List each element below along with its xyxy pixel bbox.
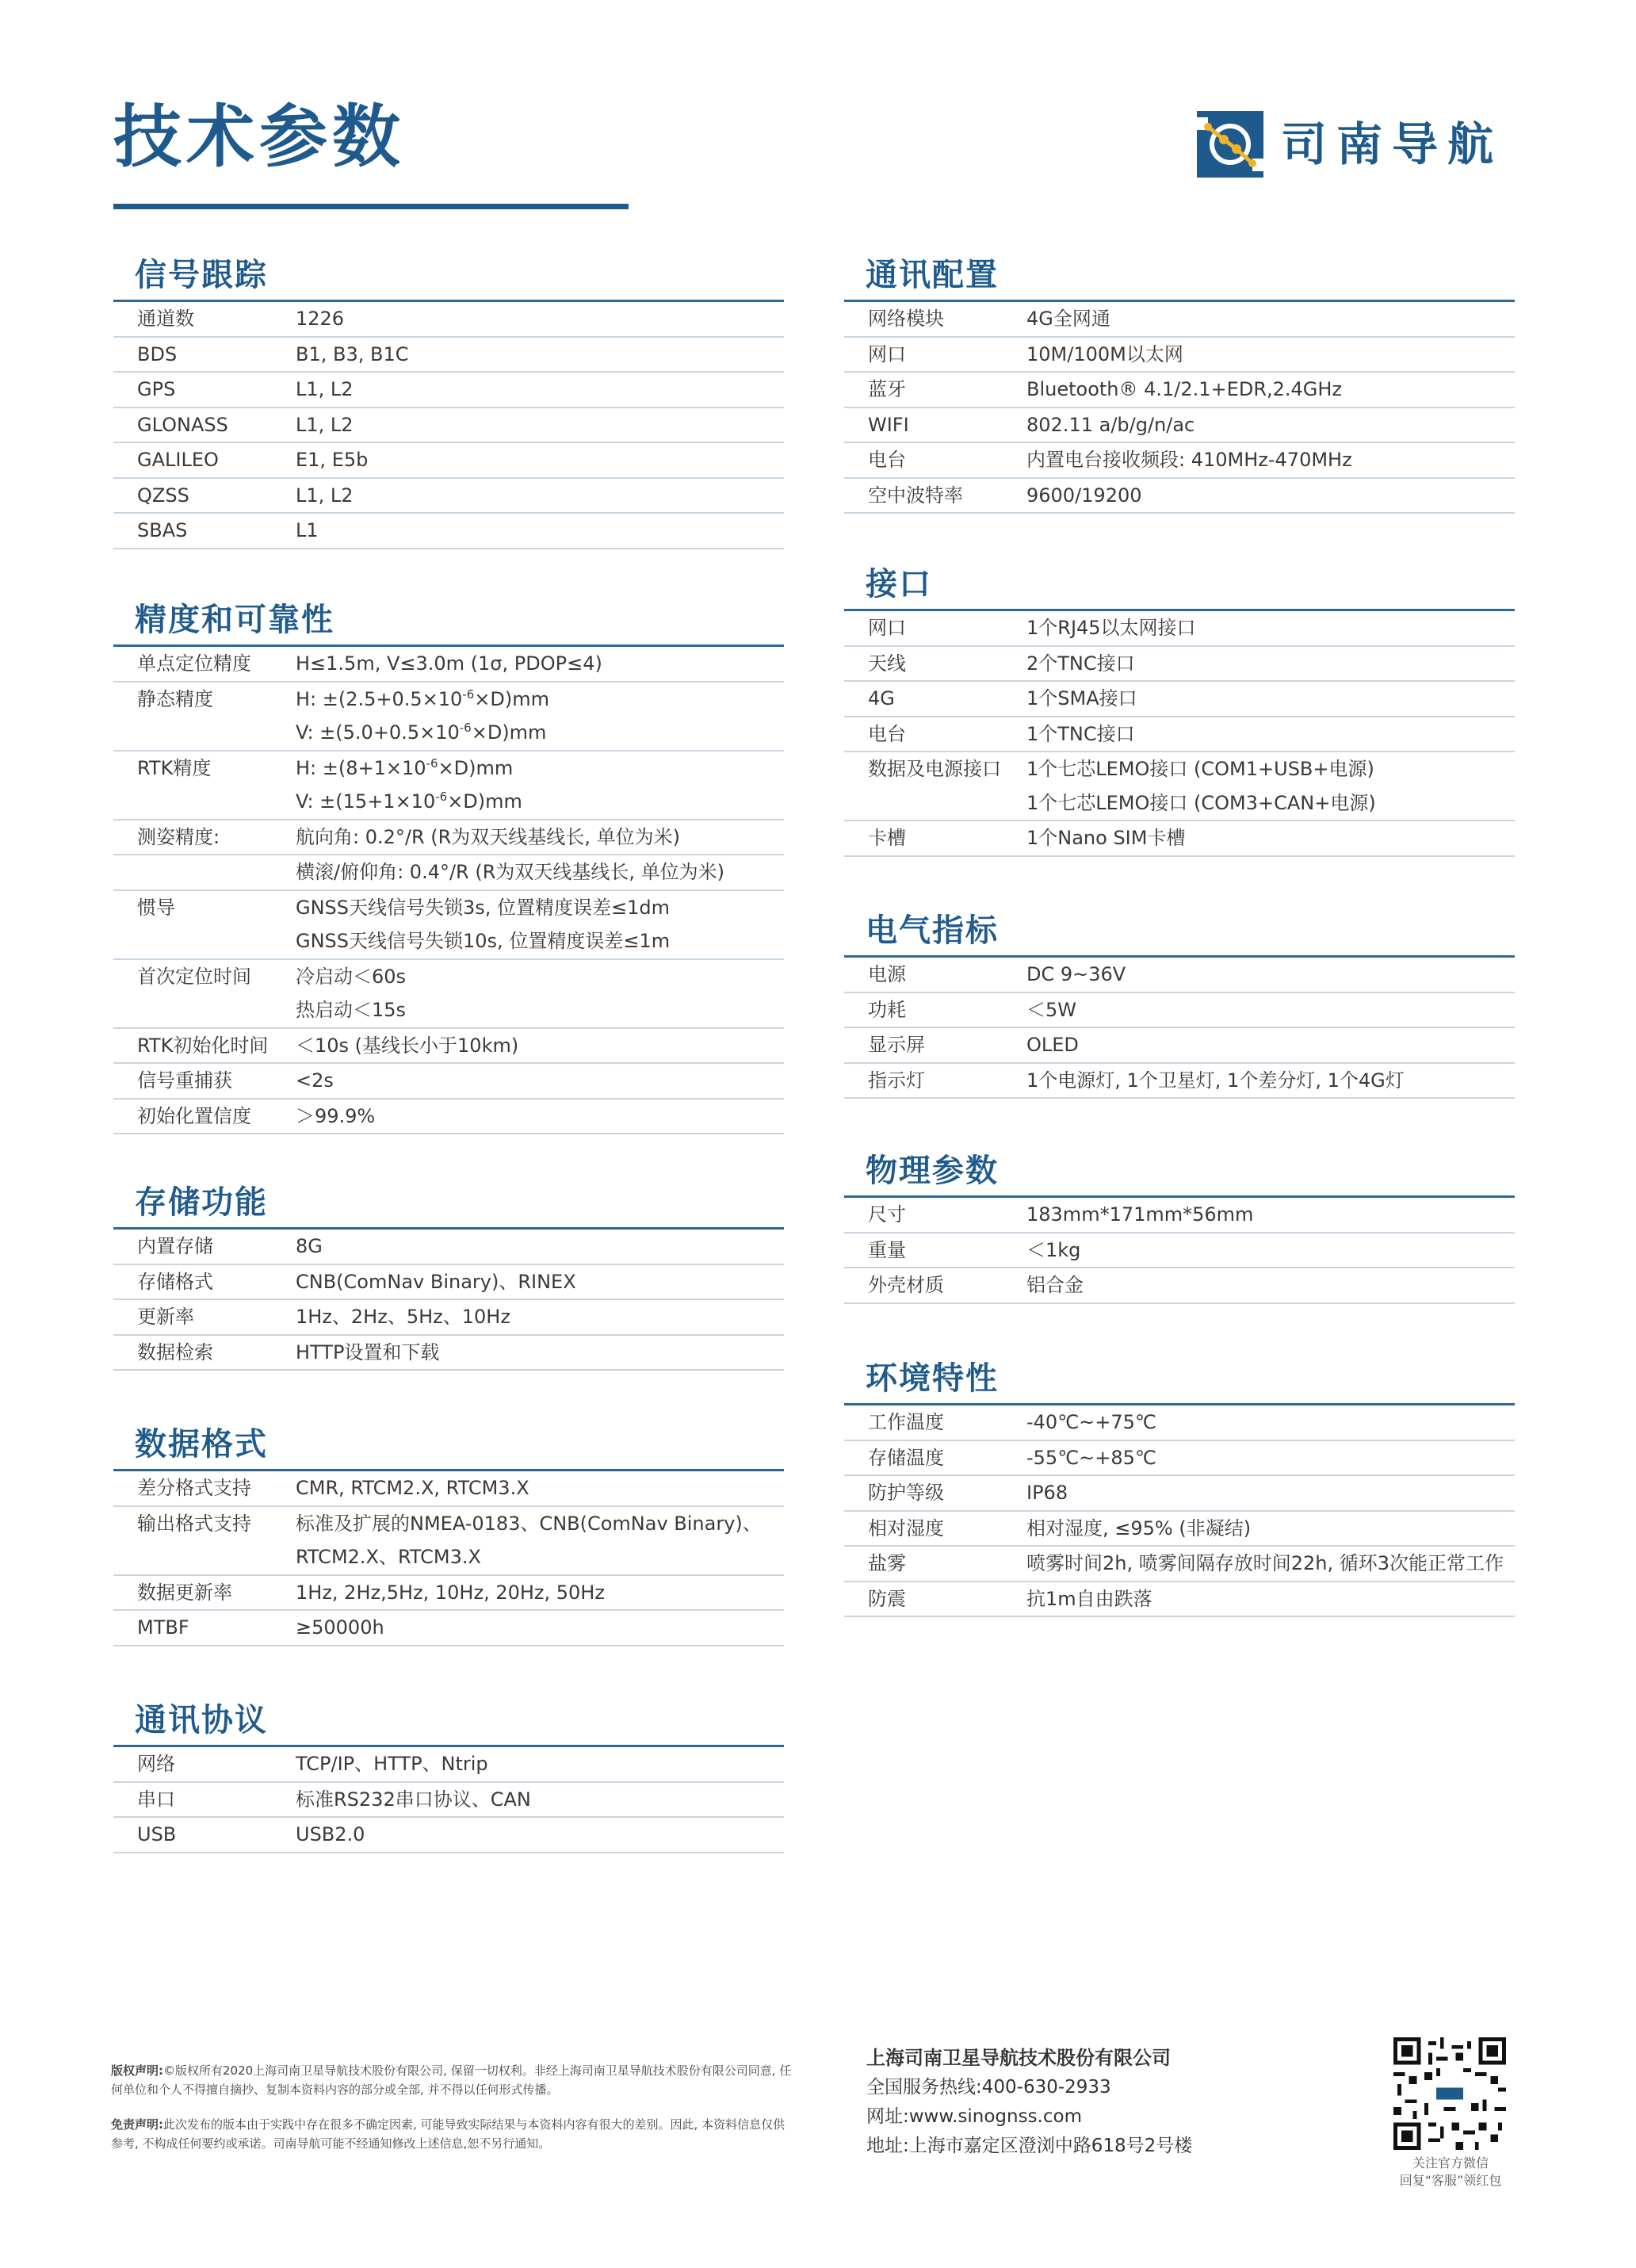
spec-row xyxy=(844,611,1515,647)
spec-row xyxy=(113,1471,784,1507)
spec-value-line: 1226 xyxy=(296,308,345,330)
spec-value-line: ＜10s (基线长小于10km) xyxy=(296,1034,519,1057)
service-hotline: 全国服务热线:400-630-2933 xyxy=(866,2077,1111,2098)
spec-row xyxy=(844,373,1515,408)
spec-label: 信号重捕获 xyxy=(137,1069,232,1092)
spec-value-line: ＞99.9% xyxy=(296,1104,376,1127)
spec-value-line: <2s xyxy=(296,1069,334,1092)
spec-row xyxy=(113,752,784,820)
spec-value xyxy=(1026,373,1515,407)
spec-value xyxy=(296,1100,784,1134)
spec-value-line: 10M/100M以太网 xyxy=(1026,342,1183,365)
qr-caption xyxy=(1371,2155,1530,2190)
spec-value xyxy=(1026,302,1515,336)
spec-row xyxy=(844,1028,1515,1064)
spec-label: 盐雾 xyxy=(868,1552,906,1574)
spec-value xyxy=(296,443,784,477)
spec-label: 工作温度 xyxy=(868,1411,944,1433)
spec-value-line: 标准RS232串口协议、CAN xyxy=(296,1788,531,1811)
spec-value xyxy=(1026,1064,1515,1098)
spec-row xyxy=(113,1507,784,1576)
spec-label: 存储格式 xyxy=(137,1270,213,1293)
section-title: 信号跟踪 xyxy=(113,254,784,302)
section-title: 数据格式 xyxy=(113,1423,784,1471)
section-physical xyxy=(844,1149,1515,1304)
spec-label: MTBF xyxy=(137,1616,189,1639)
spec-value xyxy=(296,683,784,750)
spec-row xyxy=(844,821,1515,857)
spec-row xyxy=(844,1476,1515,1512)
spec-label: 防震 xyxy=(868,1587,906,1610)
section-signal-tracking xyxy=(113,254,784,549)
spec-label: 显示屏 xyxy=(868,1034,925,1056)
spec-row xyxy=(113,373,784,408)
spec-value-line: 1个七芯LEMO接口 (COM3+CAN+电源) xyxy=(1026,791,1376,814)
spec-value xyxy=(1026,338,1515,372)
spec-value-line: 1个Nano SIM卡槽 xyxy=(1026,827,1186,849)
copyright-label: 版权声明: xyxy=(111,2063,163,2078)
copyright-text: ©版权所有2020上海司南卫星导航技术股份有限公司, 保留一切权利。非经上海司南卫星导航技术股份有限公司同意, 任何单位和个人不得擅自摘抄、复制本资料内容的部分或全部, 并不得以任何形式传播。 xyxy=(111,2063,792,2097)
spec-label: 数据更新率 xyxy=(137,1581,232,1604)
spec-value-line: H: $\pm(8+1\times 10^{-6}\times D)mm$ xyxy=(296,755,514,779)
spec-label: 首次定位时间 xyxy=(137,965,251,988)
spec-value xyxy=(296,1747,784,1781)
section-title: 环境特性 xyxy=(844,1357,1515,1406)
spec-value xyxy=(1026,1198,1515,1232)
spec-row xyxy=(113,1336,784,1371)
spec-value xyxy=(1026,993,1515,1027)
spec-label: 指示灯 xyxy=(868,1069,925,1092)
spec-value-line: ＜5W xyxy=(1026,998,1076,1021)
spec-value xyxy=(296,1300,784,1334)
section-title: 精度和可靠性 xyxy=(113,599,784,647)
spec-row xyxy=(844,1064,1515,1100)
disclaimer-label: 免责声明: xyxy=(111,2117,163,2132)
spec-value xyxy=(1026,958,1515,992)
spec-value xyxy=(296,1336,784,1370)
spec-row xyxy=(113,1576,784,1612)
spec-value-line: USB2.0 xyxy=(296,1823,365,1845)
spec-row xyxy=(113,408,784,444)
spec-value-line: E1, E5b xyxy=(296,449,369,471)
spec-value xyxy=(1026,479,1515,513)
title-underline xyxy=(113,204,629,209)
spec-row xyxy=(844,993,1515,1029)
spec-value-line: -40℃~+75℃ xyxy=(1026,1411,1156,1433)
spec-value xyxy=(1026,1441,1515,1475)
spec-value-line: 铝合金 xyxy=(1026,1274,1084,1296)
spec-value xyxy=(296,302,784,336)
spec-row xyxy=(113,820,784,856)
section-title: 存储功能 xyxy=(113,1181,784,1230)
spec-label: 卡槽 xyxy=(868,827,906,849)
spec-value-line: Bluetooth® 4.1/2.1+EDR,2.4GHz xyxy=(1026,378,1343,400)
spec-label: BDS xyxy=(137,342,178,365)
spec-value-line: CMR, RTCM2.X, RTCM3.X xyxy=(296,1477,529,1499)
spec-value xyxy=(1026,1512,1515,1546)
spec-label: 网络模块 xyxy=(868,308,944,330)
spec-value-line: H: $\pm(2.5+0.5\times 10^{-6}\times D)mm$ xyxy=(296,687,550,710)
spec-value xyxy=(296,1029,784,1063)
spec-label: 功耗 xyxy=(868,998,906,1021)
spec-row xyxy=(113,855,784,891)
spec-row xyxy=(113,1064,784,1100)
spec-label: 网口 xyxy=(868,617,906,639)
spec-row xyxy=(113,1265,784,1301)
spec-value xyxy=(1026,1406,1515,1440)
section-protocol xyxy=(113,1699,784,1853)
qr-caption-line-2: 回复“客服”领红包 xyxy=(1399,2173,1502,2188)
spec-row xyxy=(844,682,1515,717)
spec-row xyxy=(113,1029,784,1065)
spec-label: 数据及电源接口 xyxy=(868,758,1001,780)
spec-row xyxy=(844,302,1515,338)
spec-value xyxy=(296,514,784,548)
spec-value xyxy=(296,408,784,442)
spec-value xyxy=(1026,1233,1515,1268)
spec-label: 存储温度 xyxy=(868,1446,944,1469)
spec-label: 初始化置信度 xyxy=(137,1104,251,1127)
spec-value-line: ＜1kg xyxy=(1026,1238,1081,1261)
spec-row xyxy=(844,717,1515,753)
spec-value xyxy=(1026,611,1515,645)
spec-value-line: 1Hz、2Hz、5Hz、10Hz xyxy=(296,1306,510,1328)
spec-row xyxy=(113,1100,784,1135)
spec-value-line: 2个TNC接口 xyxy=(1026,652,1135,675)
disclaimer-text: 此次发布的版本由于实践中存在很多不确定因素, 可能导致实际结果与本资料内容有很大的差别。因此, 本资料信息仅供参考, 不构成任何要约或承诺。司南导航可能不经通知修改上述信息,恕不另行通知。 xyxy=(111,2117,786,2151)
spec-row xyxy=(113,1611,784,1646)
qr-caption-line-1: 关注官方微信 xyxy=(1412,2155,1489,2170)
spec-value-line: OLED xyxy=(1026,1034,1079,1056)
spec-value-line: 1个七芯LEMO接口 (COM1+USB+电源) xyxy=(1026,758,1374,780)
spec-label: 惯导 xyxy=(137,896,175,919)
spec-label: GPS xyxy=(137,378,176,400)
spec-row xyxy=(113,514,784,549)
spec-row xyxy=(844,1512,1515,1547)
spec-value-line: 相对湿度, ≤95% (非凝结) xyxy=(1026,1516,1252,1539)
spec-label: 静态精度 xyxy=(137,687,213,710)
spec-value-line: H≤1.5m, V≤3.0m (1σ, PDOP≤4) xyxy=(296,652,602,675)
spec-value-line: L1, L2 xyxy=(296,413,354,436)
spec-label: 相对湿度 xyxy=(868,1516,944,1539)
spec-value xyxy=(296,820,784,855)
section-title: 通讯协议 xyxy=(113,1699,784,1747)
spec-label: 电台 xyxy=(868,449,906,471)
section-storage xyxy=(113,1181,784,1371)
spec-value xyxy=(296,1783,784,1817)
spec-row xyxy=(844,479,1515,514)
spec-value xyxy=(1026,1028,1515,1062)
company-info xyxy=(866,2044,1192,2161)
spec-value-line: V: $\pm(15+1\times 10^{-6}\times D)mm$ xyxy=(296,790,522,813)
spec-value xyxy=(1026,752,1515,820)
spec-value-line: 4G全网通 xyxy=(1026,308,1110,330)
spec-value-line: B1, B3, B1C xyxy=(296,342,409,365)
spec-value-line: HTTP设置和下载 xyxy=(296,1341,440,1363)
section-data-format xyxy=(113,1423,784,1646)
spec-value xyxy=(296,960,784,1027)
spec-value-line: 1个RJ45以太网接口 xyxy=(1026,617,1196,639)
spec-value xyxy=(296,373,784,407)
spec-row xyxy=(844,443,1515,479)
section-title: 电气指标 xyxy=(844,909,1515,958)
spec-value-line: 喷雾时间2h, 喷雾间隔存放时间22h, 循环3次能正常工作 xyxy=(1026,1552,1504,1574)
spec-value-line: 1Hz, 2Hz,5Hz, 10Hz, 20Hz, 50Hz xyxy=(296,1581,605,1604)
spec-label: 内置存储 xyxy=(137,1235,213,1257)
spec-row xyxy=(113,479,784,514)
spec-value xyxy=(296,1471,784,1505)
spec-label: 外壳材质 xyxy=(868,1274,944,1296)
section-title: 通讯配置 xyxy=(844,254,1515,302)
spec-value xyxy=(1026,647,1515,681)
spec-label: GALILEO xyxy=(137,449,219,471)
spec-value-line: L1, L2 xyxy=(296,484,354,507)
spec-label: 串口 xyxy=(137,1788,175,1811)
spec-label: 天线 xyxy=(868,652,906,675)
spec-value xyxy=(296,1818,784,1852)
spec-value xyxy=(296,891,784,958)
spec-value xyxy=(1026,1582,1515,1616)
section-title: 接口 xyxy=(844,563,1515,611)
spec-row xyxy=(844,647,1515,683)
spec-value xyxy=(296,338,784,372)
spec-label: 防护等级 xyxy=(868,1482,944,1504)
spec-value-line: 1个TNC接口 xyxy=(1026,722,1135,745)
spec-value xyxy=(296,855,784,889)
spec-value-line: 183mm*171mm*56mm xyxy=(1026,1203,1254,1226)
spec-value xyxy=(296,1507,784,1574)
spec-value xyxy=(1026,682,1515,716)
spec-label: 网口 xyxy=(868,342,906,365)
spec-value-line: L1 xyxy=(296,519,319,541)
spec-value-line: 1个电源灯, 1个卫星灯, 1个差分灯, 1个4G灯 xyxy=(1026,1069,1405,1092)
spec-value xyxy=(1026,1547,1515,1581)
spec-value-line: 航向角: 0.2°/R (R为双天线基线长, 单位为米) xyxy=(296,825,680,848)
spec-label: 网络 xyxy=(137,1753,175,1775)
spec-row xyxy=(844,1406,1515,1441)
spec-row xyxy=(844,1441,1515,1477)
spec-value-line: 标准及扩展的NMEA-0183、CNB(ComNav Binary)、 xyxy=(296,1512,762,1535)
spec-label: GLONASS xyxy=(137,413,228,436)
spec-value-line: RTCM2.X、RTCM3.X xyxy=(296,1546,481,1568)
spec-value-line: 802.11 a/b/g/n/ac xyxy=(1026,413,1195,436)
spec-value xyxy=(296,752,784,819)
company-name: 上海司南卫星导航技术股份有限公司 xyxy=(866,2047,1171,2069)
spec-value xyxy=(296,1576,784,1610)
spec-row xyxy=(844,752,1515,821)
spec-value-line: 冷启动＜60s xyxy=(296,965,407,988)
spec-row xyxy=(113,683,784,752)
spec-value-line: V: $\pm(5.0+0.5\times 10^{-6}\times D)mm$ xyxy=(296,721,547,744)
spec-value xyxy=(1026,1476,1515,1510)
spec-value-line: GNSS天线信号失锁3s, 位置精度误差≤1dm xyxy=(296,896,671,919)
spec-row xyxy=(844,408,1515,444)
spec-row xyxy=(113,1300,784,1336)
section-interface xyxy=(844,563,1515,857)
website: 网址:www.sinognss.com xyxy=(866,2106,1082,2127)
spec-value-line: 8G xyxy=(296,1235,323,1257)
spec-value-line: L1, L2 xyxy=(296,378,354,400)
spec-row xyxy=(844,1268,1515,1304)
spec-value xyxy=(1026,408,1515,442)
spec-value-line: 热启动＜15s xyxy=(296,999,407,1021)
section-title: 物理参数 xyxy=(844,1149,1515,1198)
section-environment xyxy=(844,1357,1515,1617)
spec-value-line: CNB(ComNav Binary)、RINEX xyxy=(296,1270,576,1293)
spec-value xyxy=(296,1064,784,1098)
spec-label: 差分格式支持 xyxy=(137,1477,251,1499)
spec-row xyxy=(113,1230,784,1265)
spec-label: 数据检索 xyxy=(137,1341,213,1363)
page-title: 技术参数 xyxy=(113,98,405,177)
spec-value xyxy=(1026,1268,1515,1302)
spec-row xyxy=(844,1582,1515,1618)
spec-label: 重量 xyxy=(868,1238,906,1261)
spec-label: 蓝牙 xyxy=(868,378,906,400)
spec-label: 输出格式支持 xyxy=(137,1512,251,1535)
spec-value-line: -55℃~+85℃ xyxy=(1026,1446,1156,1469)
spec-label: 更新率 xyxy=(137,1306,194,1328)
disclaimer-notice xyxy=(111,2115,793,2153)
spec-value-line: 9600/19200 xyxy=(1026,484,1142,507)
spec-value-line: 内置电台接收频段: 410MHz-470MHz xyxy=(1026,449,1352,471)
brand-name: 司南导航 xyxy=(1281,117,1504,171)
spec-value-line: 抗1m自由跌落 xyxy=(1026,1587,1152,1610)
section-electrical xyxy=(844,909,1515,1099)
legal-notes xyxy=(111,2061,793,2169)
spec-row xyxy=(113,1747,784,1783)
spec-label: 空中波特率 xyxy=(868,484,963,507)
spec-value-line: 横滚/俯仰角: 0.4°/R (R为双天线基线长, 单位为米) xyxy=(296,861,725,883)
copyright-notice xyxy=(111,2061,793,2099)
spec-value-line: GNSS天线信号失锁10s, 位置精度误差≤1m xyxy=(296,930,671,952)
spec-row xyxy=(113,443,784,479)
spec-label: RTK初始化时间 xyxy=(137,1034,269,1057)
spec-row xyxy=(113,1818,784,1853)
spec-value-line: ≥50000h xyxy=(296,1616,384,1639)
spec-label: 尺寸 xyxy=(868,1203,906,1226)
spec-row xyxy=(844,1547,1515,1582)
spec-label: 单点定位精度 xyxy=(137,652,251,675)
spec-value xyxy=(1026,443,1515,477)
spec-row xyxy=(844,1233,1515,1269)
section-accuracy xyxy=(113,599,784,1134)
spec-row xyxy=(113,647,784,683)
spec-row xyxy=(844,338,1515,373)
spec-row xyxy=(113,302,784,338)
spec-row xyxy=(113,891,784,960)
spec-label: RTK精度 xyxy=(137,756,212,779)
spec-label: 测姿精度: xyxy=(137,825,220,848)
spec-value-line: TCP/IP、HTTP、Ntrip xyxy=(296,1753,488,1775)
spec-row xyxy=(844,1198,1515,1233)
brand-logo xyxy=(1197,111,1503,178)
spec-label: USB xyxy=(137,1823,177,1845)
spec-value-line: 1个SMA接口 xyxy=(1026,687,1137,709)
spec-value xyxy=(296,647,784,681)
spec-value xyxy=(1026,821,1515,855)
spec-value-line: IP68 xyxy=(1026,1482,1068,1504)
spec-label xyxy=(113,855,296,889)
section-comm-config xyxy=(844,254,1515,514)
spec-row xyxy=(113,338,784,373)
spec-row xyxy=(844,958,1515,993)
spec-value xyxy=(296,1230,784,1264)
spec-value-line: DC 9~36V xyxy=(1026,963,1126,985)
spec-value xyxy=(296,479,784,513)
wechat-qr-code-icon xyxy=(1393,2037,1506,2150)
spec-label: 通道数 xyxy=(137,308,194,330)
compass-logo-icon xyxy=(1197,111,1263,178)
spec-label: 电源 xyxy=(868,963,906,985)
spec-label: QZSS xyxy=(137,484,189,507)
address: 地址:上海市嘉定区澄浏中路618号2号楼 xyxy=(866,2136,1193,2156)
spec-label: WIFI xyxy=(868,413,909,436)
spec-label: 电台 xyxy=(868,722,906,745)
spec-row xyxy=(113,1783,784,1819)
spec-value xyxy=(296,1611,784,1645)
spec-value xyxy=(1026,717,1515,752)
spec-label: SBAS xyxy=(137,519,188,541)
spec-row xyxy=(113,960,784,1029)
spec-label: 4G xyxy=(868,687,895,709)
spec-value xyxy=(296,1265,784,1299)
